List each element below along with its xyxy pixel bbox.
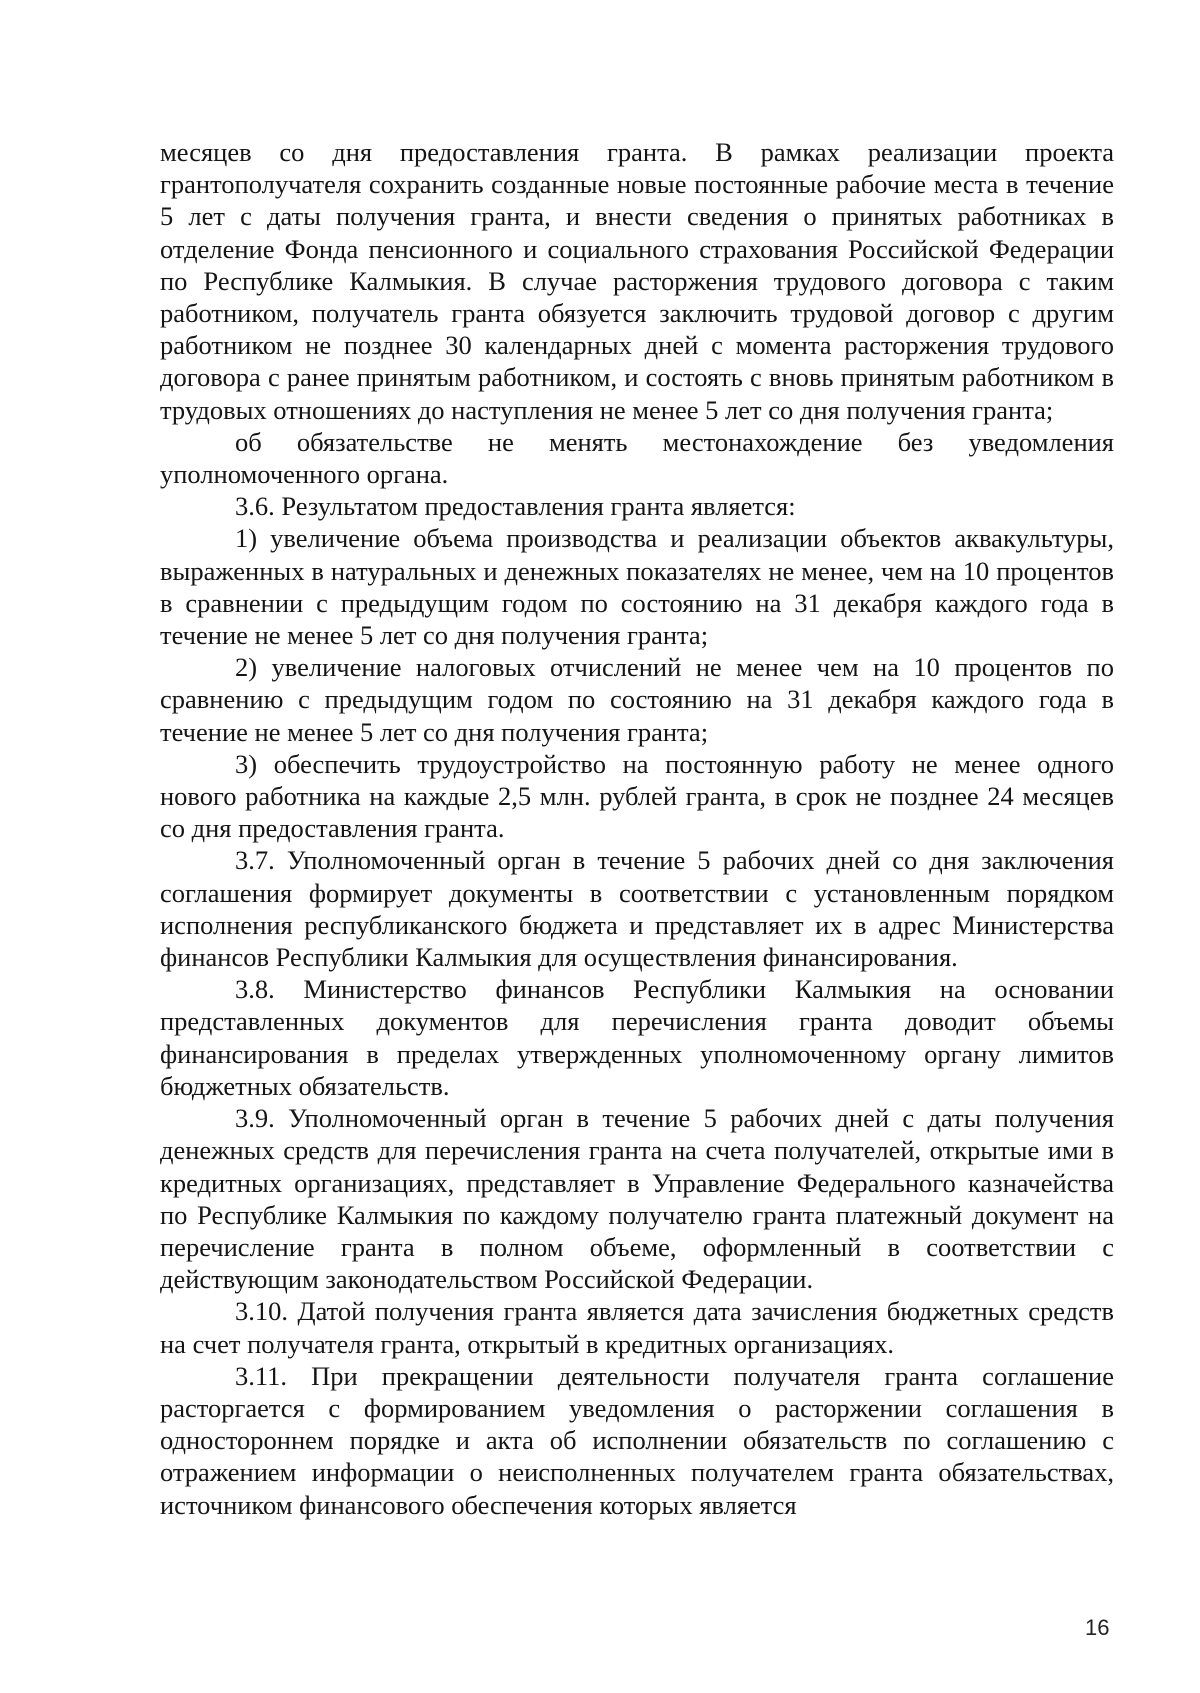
document-body <box>160 136 1114 1521</box>
paragraph-3-6-item-1: 1) увеличение объема производства и реализации объектов аквакультуры, выраженных в натуральных и денежных показателях не менее, чем на 10 процентов в сравнении с предыдущим годом по состоянию на 31 декабря каждого года в течение не менее 5 лет со дня получения гранта; <box>160 523 1114 651</box>
paragraph-3-7: 3.7. Уполномоченный орган в течение 5 рабочих дней со дня заключения соглашения формирует документы в соответствии с установленным порядком исполнения республиканского бюджета и представляет их в адрес Министерства финансов Республики Калмыкия для осуществления финансирования. <box>160 845 1114 973</box>
paragraph-3-6: 3.6. Результатом предоставления гранта является: <box>235 491 796 522</box>
page-number: 16 <box>1085 1615 1110 1640</box>
paragraph-3-9: 3.9. Уполномоченный орган в течение 5 рабочих дней с даты получения денежных средств для перечисления гранта на счета получателей, открытые ими в кредитных организациях, представляет в Управление Федерального казначейства по Республике Калмыкия по каждому получателю гранта платежный документ на перечисление гранта в полном объеме, оформленный в соответствии с действующим законодательством Российской Федерации. <box>160 1103 1114 1295</box>
paragraph-3-6-item-2: 2) увеличение налоговых отчислений не менее чем на 10 процентов по сравнению с предыдущим годом по состоянию на 31 декабря каждого года в течение не менее 5 лет со дня получения гранта; <box>160 652 1114 747</box>
paragraph-3-6-item-3: 3) обеспечить трудоустройство на постоянную работу не менее одного нового работника на каждые 2,5 млн. рублей гранта, в срок не позднее 24 месяцев со дня предоставления гранта. <box>160 748 1114 844</box>
paragraph-location-obligation: об обязательстве не менять местонахождение без уведомления уполномоченного органа. <box>160 426 1114 490</box>
paragraph-continuation: месяцев со дня предоставления гранта. В рамках реализации проекта грантополучателя сохранить созданные новые постоянные рабочие места в течение 5 лет с даты получения гранта, и внести сведения о принятых работниках в отделение Фонда пенсионного и социального страхования Российской Федерации по Республике Калмыкия. В случае расторжения трудового договора с таким работником, получатель гранта обязуется заключить трудовой договор с другим работником не позднее 30 календарных дней с момента расторжения трудового договора с ранее принятым работником, и состоять с вновь принятым работником в трудовых отношениях до наступления не менее 5 лет со дня получения гранта; <box>160 137 1114 425</box>
paragraph-3-11: 3.11. При прекращении деятельности получателя гранта соглашение расторгается с формированием уведомления о расторжении соглашения в одностороннем порядке и акта об исполнении обязательств по соглашению с отражением информации о неисполненных получателем гранта обязательствах, источником финансового обеспечения которых является <box>160 1360 1114 1520</box>
paragraph-3-10: 3.10. Датой получения гранта является дата зачисления бюджетных средств на счет получателя гранта, открытый в кредитных организациях. <box>160 1296 1114 1359</box>
paragraph-3-8: 3.8. Министерство финансов Республики Калмыкия на основании представленных документов для перечисления гранта доводит объемы финансирования в пределах утвержденных уполномоченному органу лимитов бюджетных обязательств. <box>160 974 1114 1101</box>
